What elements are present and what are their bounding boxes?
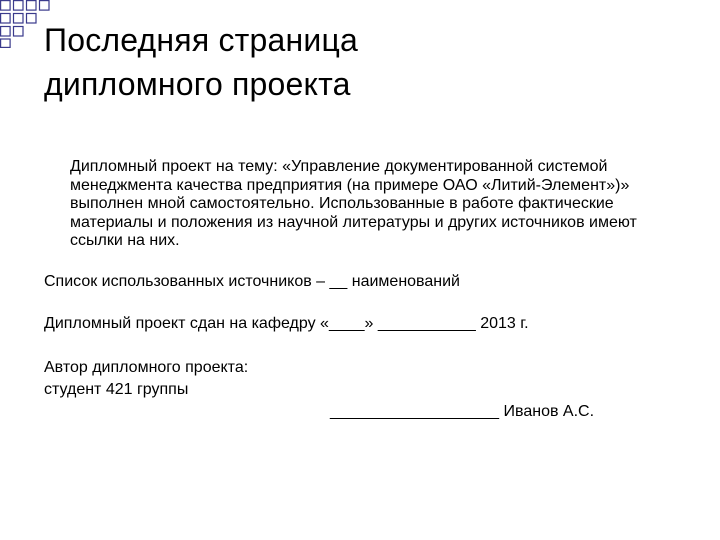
page-title	[44, 18, 358, 106]
student-group-line: студент 421 группы	[44, 381, 189, 398]
submission-date-line: Дипломный проект сдан на кафедру «____» ___________ 2013 г.	[44, 315, 529, 332]
sources-count-line: Список использованных источников – __ наименований	[44, 273, 460, 290]
title-line-2: дипломного проекта	[44, 66, 351, 102]
author-label: Автор дипломного проекта:	[44, 359, 249, 376]
signature-line: ___________________ Иванов А.С.	[330, 403, 595, 420]
title-line-1: Последняя страница	[44, 22, 358, 58]
declaration-paragraph: Дипломный проект на тему: «Управление документированной системой менеджмента качества предприятия (на примере ОАО «Литий-Элемент»)» выполнен мной самостоятельно. Использованные в работе фактические материалы и положения из научной литературы и других источников имеют ссылки на них.	[70, 158, 637, 249]
